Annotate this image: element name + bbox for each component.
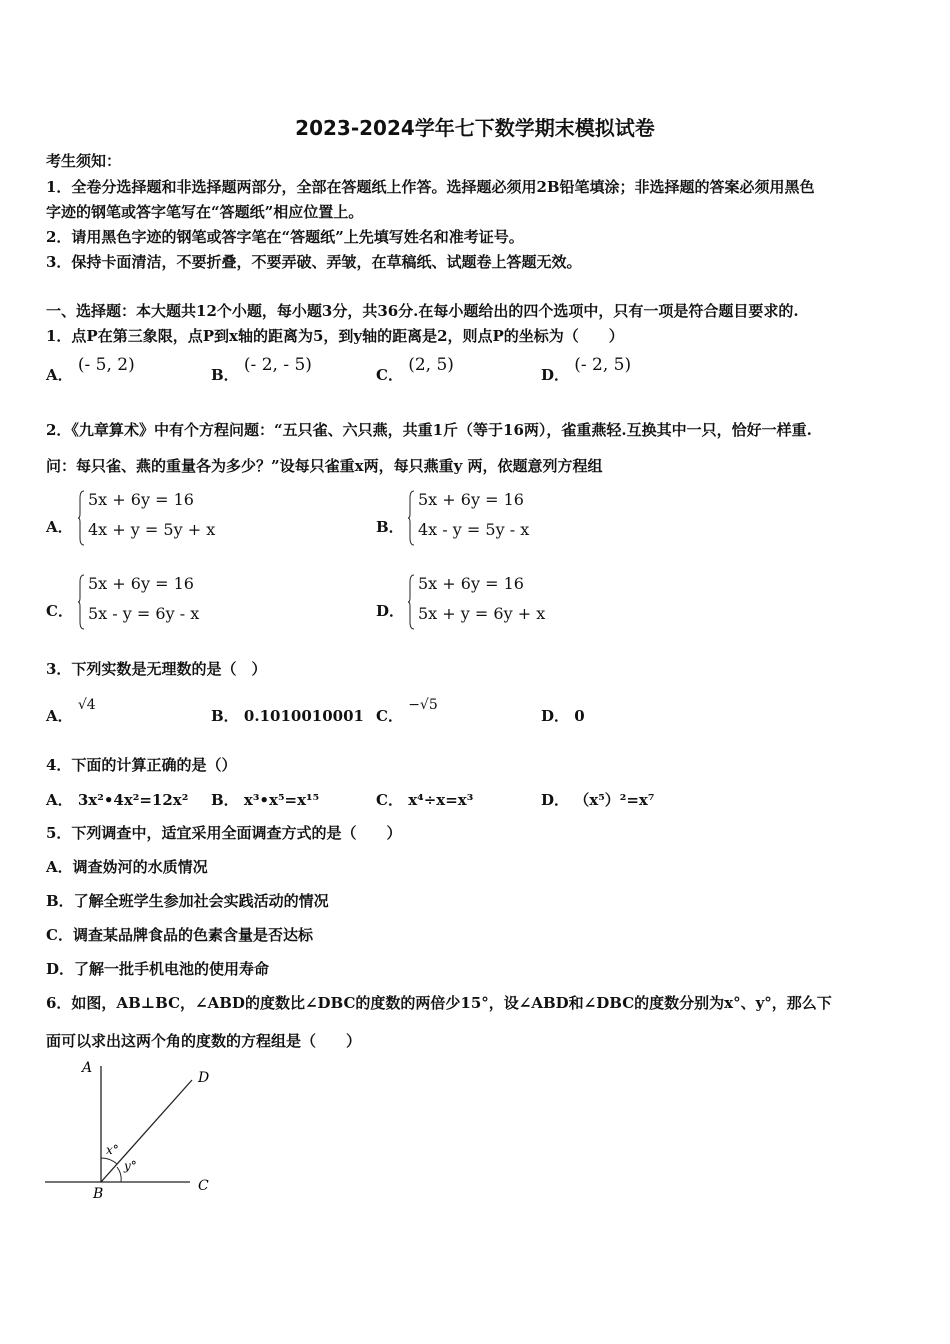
q1-option-c[interactable] bbox=[376, 355, 454, 385]
q1-option-b[interactable] bbox=[211, 355, 312, 385]
equation-2: 5x + y = 6y + x bbox=[418, 604, 546, 623]
brace-icon bbox=[78, 574, 84, 630]
q2-option-d-system[interactable] bbox=[408, 574, 608, 632]
q1-option-a[interactable] bbox=[46, 355, 135, 385]
q2-option-b-system[interactable] bbox=[408, 490, 608, 548]
notice-item: 3．保持卡面清洁，不要折叠，不要弄破、弄皱，在草稿纸、试题卷上答题无效。 bbox=[46, 253, 582, 271]
ray-bd bbox=[101, 1080, 192, 1182]
question-3-stem: 3．下列实数是无理数的是（ ） bbox=[46, 660, 267, 678]
option-value: (- 2, - 5) bbox=[243, 355, 312, 375]
q4-option-b[interactable] bbox=[211, 789, 319, 810]
option-value: √4 bbox=[77, 697, 96, 713]
question-6-stem: 6．如图，AB⊥BC，∠ABD的度数比∠DBC的度数的两倍少15°，设∠ABD和∠DBC的度数分别为x°、y°，那么下 bbox=[46, 994, 832, 1012]
page-title: 2023-2024学年七下数学期末模拟试卷 bbox=[295, 116, 655, 140]
option-value: 0.1010010001 bbox=[243, 707, 364, 725]
section-heading: 一、选择题：本大题共12个小题，每小题3分，共36分.在每小题给出的四个选项中，只有一项是符合题目要求的. bbox=[46, 302, 799, 320]
option-label: D． bbox=[541, 366, 570, 384]
option-label: C． bbox=[376, 707, 403, 725]
q4-option-a[interactable] bbox=[46, 789, 188, 810]
question-2-stem: 2．《九章算术》中有个方程问题：“五只雀、六只燕，共重1斤（等于16两），雀重燕轻.互换其中一只，恰好一样重. bbox=[46, 421, 812, 439]
q4-option-c[interactable] bbox=[376, 789, 473, 810]
option-label: B． bbox=[211, 791, 239, 809]
notice-item: 字迹的钢笔或答字笔写在“答题纸”相应位置上。 bbox=[46, 203, 364, 221]
question-1-stem: 1．点P在第三象限，点P到x轴的距离为5，到y轴的距离是2，则点P的坐标为（ ） bbox=[46, 327, 624, 345]
q3-option-c[interactable] bbox=[376, 697, 438, 726]
option-value: (- 5, 2) bbox=[77, 355, 135, 375]
q2-option-c-label[interactable]: C． bbox=[46, 602, 73, 620]
equation-1: 5x + 6y = 16 bbox=[418, 574, 524, 593]
q3-option-a[interactable] bbox=[46, 697, 96, 726]
brace-icon bbox=[78, 490, 84, 546]
q5-option-b[interactable]: B．了解全班学生参加社会实践活动的情况 bbox=[46, 892, 329, 910]
equation-2: 5x - y = 6y - x bbox=[88, 604, 200, 623]
question-4-stem: 4．下面的计算正确的是（） bbox=[46, 756, 237, 774]
notice-item: 1．全卷分选择题和非选择题两部分，全部在答题纸上作答。选择题必须用2B铅笔填涂；非选择题的答案必须用黑色 bbox=[46, 178, 815, 196]
arc-x bbox=[101, 1158, 117, 1164]
label-a: A bbox=[82, 1060, 93, 1076]
q5-option-d[interactable]: D．了解一批手机电池的使用寿命 bbox=[46, 960, 270, 978]
option-label: A． bbox=[46, 707, 73, 725]
question-5-stem: 5．下列调查中，适宜采用全面调查方式的是（ ） bbox=[46, 824, 402, 842]
option-value: (2, 5) bbox=[408, 355, 454, 375]
equation-2: 4x + y = 5y + x bbox=[88, 520, 216, 539]
option-label: A． bbox=[46, 791, 73, 809]
q2-option-a-system[interactable] bbox=[78, 490, 278, 548]
option-value: （x⁵）²=x⁷ bbox=[574, 791, 655, 809]
option-label: D． bbox=[541, 791, 570, 809]
option-label: A． bbox=[46, 366, 73, 384]
label-y: y° bbox=[124, 1159, 137, 1173]
option-value: (- 2, 5) bbox=[574, 355, 632, 375]
notice-item: 2．请用黑色字迹的钢笔或答字笔在“答题纸”上先填写姓名和准考证号。 bbox=[46, 228, 524, 246]
equation-2: 4x - y = 5y - x bbox=[418, 520, 530, 539]
q2-option-c-system[interactable] bbox=[78, 574, 278, 632]
question-6-stem: 面可以求出这两个角的度数的方程组是（ ） bbox=[46, 1032, 362, 1050]
q3-option-d[interactable] bbox=[541, 705, 585, 726]
option-value: 0 bbox=[574, 707, 585, 725]
equation-1: 5x + 6y = 16 bbox=[88, 490, 194, 509]
option-label: C． bbox=[376, 366, 403, 384]
option-label: B． bbox=[211, 366, 239, 384]
q5-option-a[interactable]: A．调查妫河的水质情况 bbox=[46, 858, 208, 876]
q5-option-c[interactable]: C．调查某品牌食品的色素含量是否达标 bbox=[46, 926, 313, 944]
brace-icon bbox=[408, 490, 414, 546]
angle-figure bbox=[40, 1058, 230, 1208]
option-value: x⁴÷x=x³ bbox=[408, 791, 474, 809]
arc-y bbox=[117, 1167, 121, 1182]
equation-1: 5x + 6y = 16 bbox=[418, 490, 524, 509]
option-label: B． bbox=[211, 707, 239, 725]
q2-option-d-label[interactable]: D． bbox=[376, 602, 405, 620]
label-x: x° bbox=[106, 1143, 119, 1157]
option-value: x³•x⁵=x¹⁵ bbox=[243, 791, 320, 809]
label-c: C bbox=[198, 1178, 209, 1194]
q1-option-d[interactable] bbox=[541, 355, 632, 385]
option-value: 3x²•4x²=12x² bbox=[77, 791, 189, 809]
equation-1: 5x + 6y = 16 bbox=[88, 574, 194, 593]
label-d: D bbox=[198, 1070, 210, 1086]
option-value: −√5 bbox=[408, 697, 438, 713]
label-b: B bbox=[93, 1186, 104, 1202]
q2-option-b-label[interactable]: B． bbox=[376, 518, 404, 536]
option-label: C． bbox=[376, 791, 403, 809]
q4-option-d[interactable] bbox=[541, 789, 654, 810]
option-label: D． bbox=[541, 707, 570, 725]
brace-icon bbox=[408, 574, 414, 630]
q3-option-b[interactable] bbox=[211, 705, 364, 726]
question-2-stem: 问：每只雀、燕的重量各为多少？”设每只雀重x两，每只燕重y 两，依题意列方程组 bbox=[46, 457, 603, 475]
notice-heading: 考生须知： bbox=[46, 152, 122, 170]
q2-option-a-label[interactable]: A． bbox=[46, 518, 73, 536]
